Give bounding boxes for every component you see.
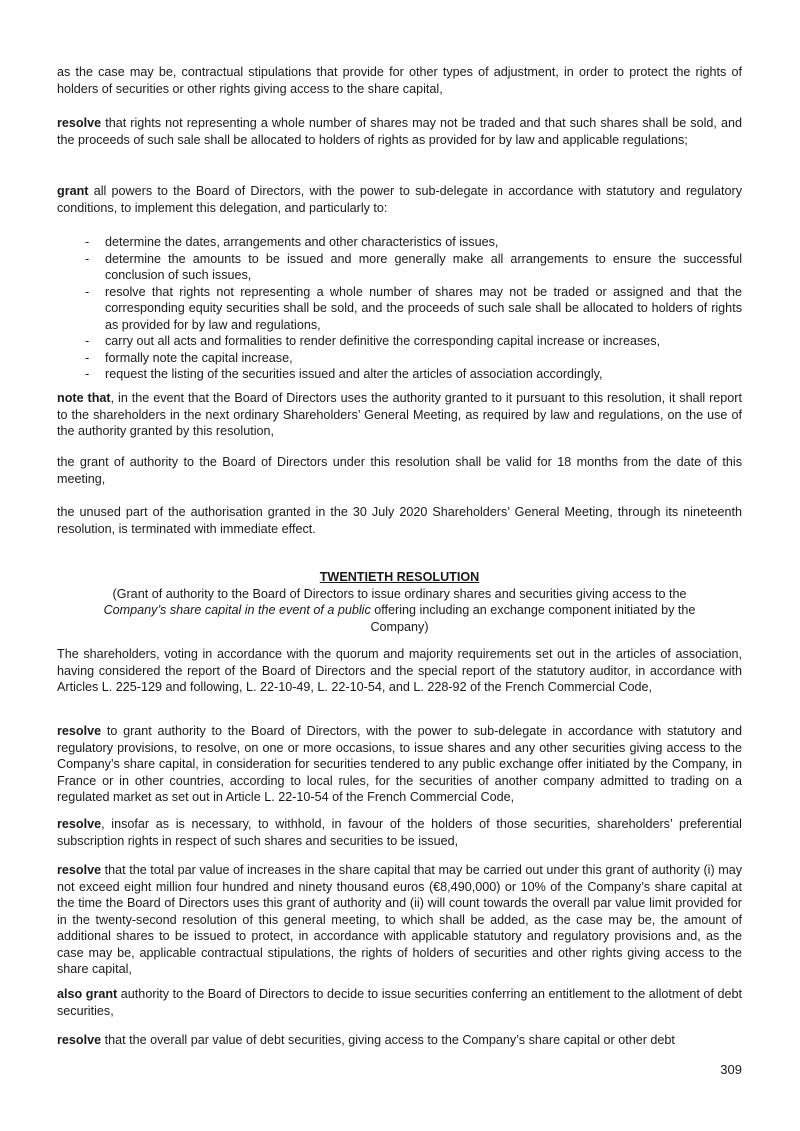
keyword: resolve	[57, 116, 102, 130]
keyword: grant	[57, 184, 89, 198]
keyword: resolve	[57, 724, 102, 738]
list-item: - resolve that rights not representing a whole number of shares may not be traded or assigned and that the corresponding equity securities shall be sold, and the proceeds of such sale shall be allocated to holders of rights as provided for by law and regulations,	[85, 284, 742, 332]
keyword: resolve	[57, 1033, 102, 1047]
list-item: - determine the amounts to be issued and more generally make all arrangements to ensure the successful conclusion of such issues,	[85, 251, 742, 282]
keyword: note that	[57, 391, 111, 405]
paragraph-resolve-rights	[57, 115, 742, 148]
paragraph-resolve-withhold	[57, 816, 742, 849]
paragraph-shareholders: The shareholders, voting in accordance with the quorum and majority requirements set out in the articles of association, having considered the report of the Board of Directors and the special report of the statutory auditor, in accordance with Articles L. 225-129 and following, L. 22-10-49, L. 22-10-54, and L. 228-92 of the French Commercial Code,	[57, 647, 742, 694]
keyword: also grant	[57, 987, 118, 1001]
paragraph-text: that the total par value of increases in the share capital that may be carried out under this grant of authority (i) may not exceed eight million four hundred and ninety thousand euros (€8,490,000) or 10% of the Company’s share capital at the time the Board of Directors uses this grant of authority and (ii) will count towards the overall par value limit provided for in the twenty-second resolution of this general meeting, to which shall be added, as the case may be, the amount of additional shares to be issued to protect, in accordance with applicable statutory and regulatory provisions and, as the case may be, applicable contractual stipulations, the rights of holders of securities and other rights giving access to the share capital,	[57, 863, 742, 976]
resolution-title: TWENTIETH RESOLUTION	[319, 570, 480, 584]
dash-bullet: -	[85, 350, 90, 365]
list-item: - determine the dates, arrangements and other characteristics of issues,	[85, 235, 499, 249]
resolution-subtitle-line2: Company’s share capital in the event of a public offering including an exchange component initiated by the	[103, 603, 696, 617]
paragraph-text: , insofar as is necessary, to withhold, in favour of the holders of those securities, shareholders’ preferential subscription rights in respect of such shares and securities to be issued,	[57, 817, 742, 848]
resolution-heading	[57, 569, 742, 635]
dash-bullet: -	[85, 334, 90, 348]
dash-bullet: -	[85, 367, 90, 381]
dash-bullet: -	[85, 251, 90, 266]
dash-bullet: -	[85, 235, 90, 249]
list-item: - carry out all acts and formalities to render definitive the corresponding capital increase or increases,	[85, 334, 661, 348]
keyword: resolve	[57, 863, 102, 877]
list-item: - request the listing of the securities issued and alter the articles of association accordingly,	[85, 367, 603, 381]
resolution-subtitle-line3: Company)	[370, 619, 429, 634]
paragraph-resolve-par-value	[57, 862, 742, 978]
list-item: - formally note the capital increase,	[85, 350, 293, 365]
dash-bullet: -	[85, 284, 90, 299]
paragraph-text: , in the event that the Board of Directors uses the authority granted to it pursuant to this resolution, it shall report to the shareholders in the next ordinary Shareholders’ General Meeting, as required by law and regulations, on the use of the authority granted by this resolution,	[57, 391, 742, 438]
page-number: 309	[720, 1062, 742, 1077]
resolution-subtitle-line1: (Grant of authority to the Board of Directors to issue ordinary shares and securities giving access to the	[112, 586, 687, 601]
paragraph-also-grant	[57, 986, 742, 1019]
paragraph-validity: the grant of authority to the Board of Directors under this resolution shall be valid for 18 months from the date of this meeting,	[57, 455, 742, 486]
paragraph-note-that	[57, 390, 742, 440]
powers-list	[57, 234, 742, 383]
paragraph-text: that rights not representing a whole number of shares may not be traded and that such shares shall be sold, and the proceeds of such sale shall be allocated to holders of rights as provided for by law and applicable regulations;	[57, 116, 742, 147]
keyword: resolve	[57, 817, 102, 831]
paragraph-resolve-grant	[57, 723, 742, 806]
paragraph-text: authority to the Board of Directors to decide to issue securities conferring an entitlement to the allotment of debt securities,	[57, 987, 743, 1018]
paragraph-text: to grant authority to the Board of Directors, with the power to sub-delegate in accordance with statutory and regulatory provisions, to resolve, on one or more occasions, to issue shares and any other securities giving access to the Company’s share capital, in consideration for securities tendered to any public exchange offer initiated by the Company, in France or in other countries, according to local rules, for the securities of another company admitted to trading on a regulated market as set out in Article L. 22-10-54 of the French Commercial Code,	[57, 724, 742, 804]
paragraph-text: that the overall par value of debt securities, giving access to the Company’s share capital or other debt	[101, 1033, 675, 1047]
paragraph-unused-authorisation: the unused part of the authorisation granted in the 30 July 2020 Shareholders’ General Meeting, through its nineteenth resolution, is terminated with immediate effect.	[57, 505, 742, 536]
paragraph-grant-powers	[57, 183, 742, 216]
paragraph-resolve-debt	[57, 1032, 742, 1049]
paragraph-adjustment: as the case may be, contractual stipulations that provide for other types of adjustment, in order to protect the rights of holders of securities or other rights giving access to the share capital,	[57, 65, 742, 96]
paragraph-text: all powers to the Board of Directors, with the power to sub-delegate in accordance with statutory and regulatory conditions, to implement this delegation, and particularly to:	[57, 184, 742, 215]
